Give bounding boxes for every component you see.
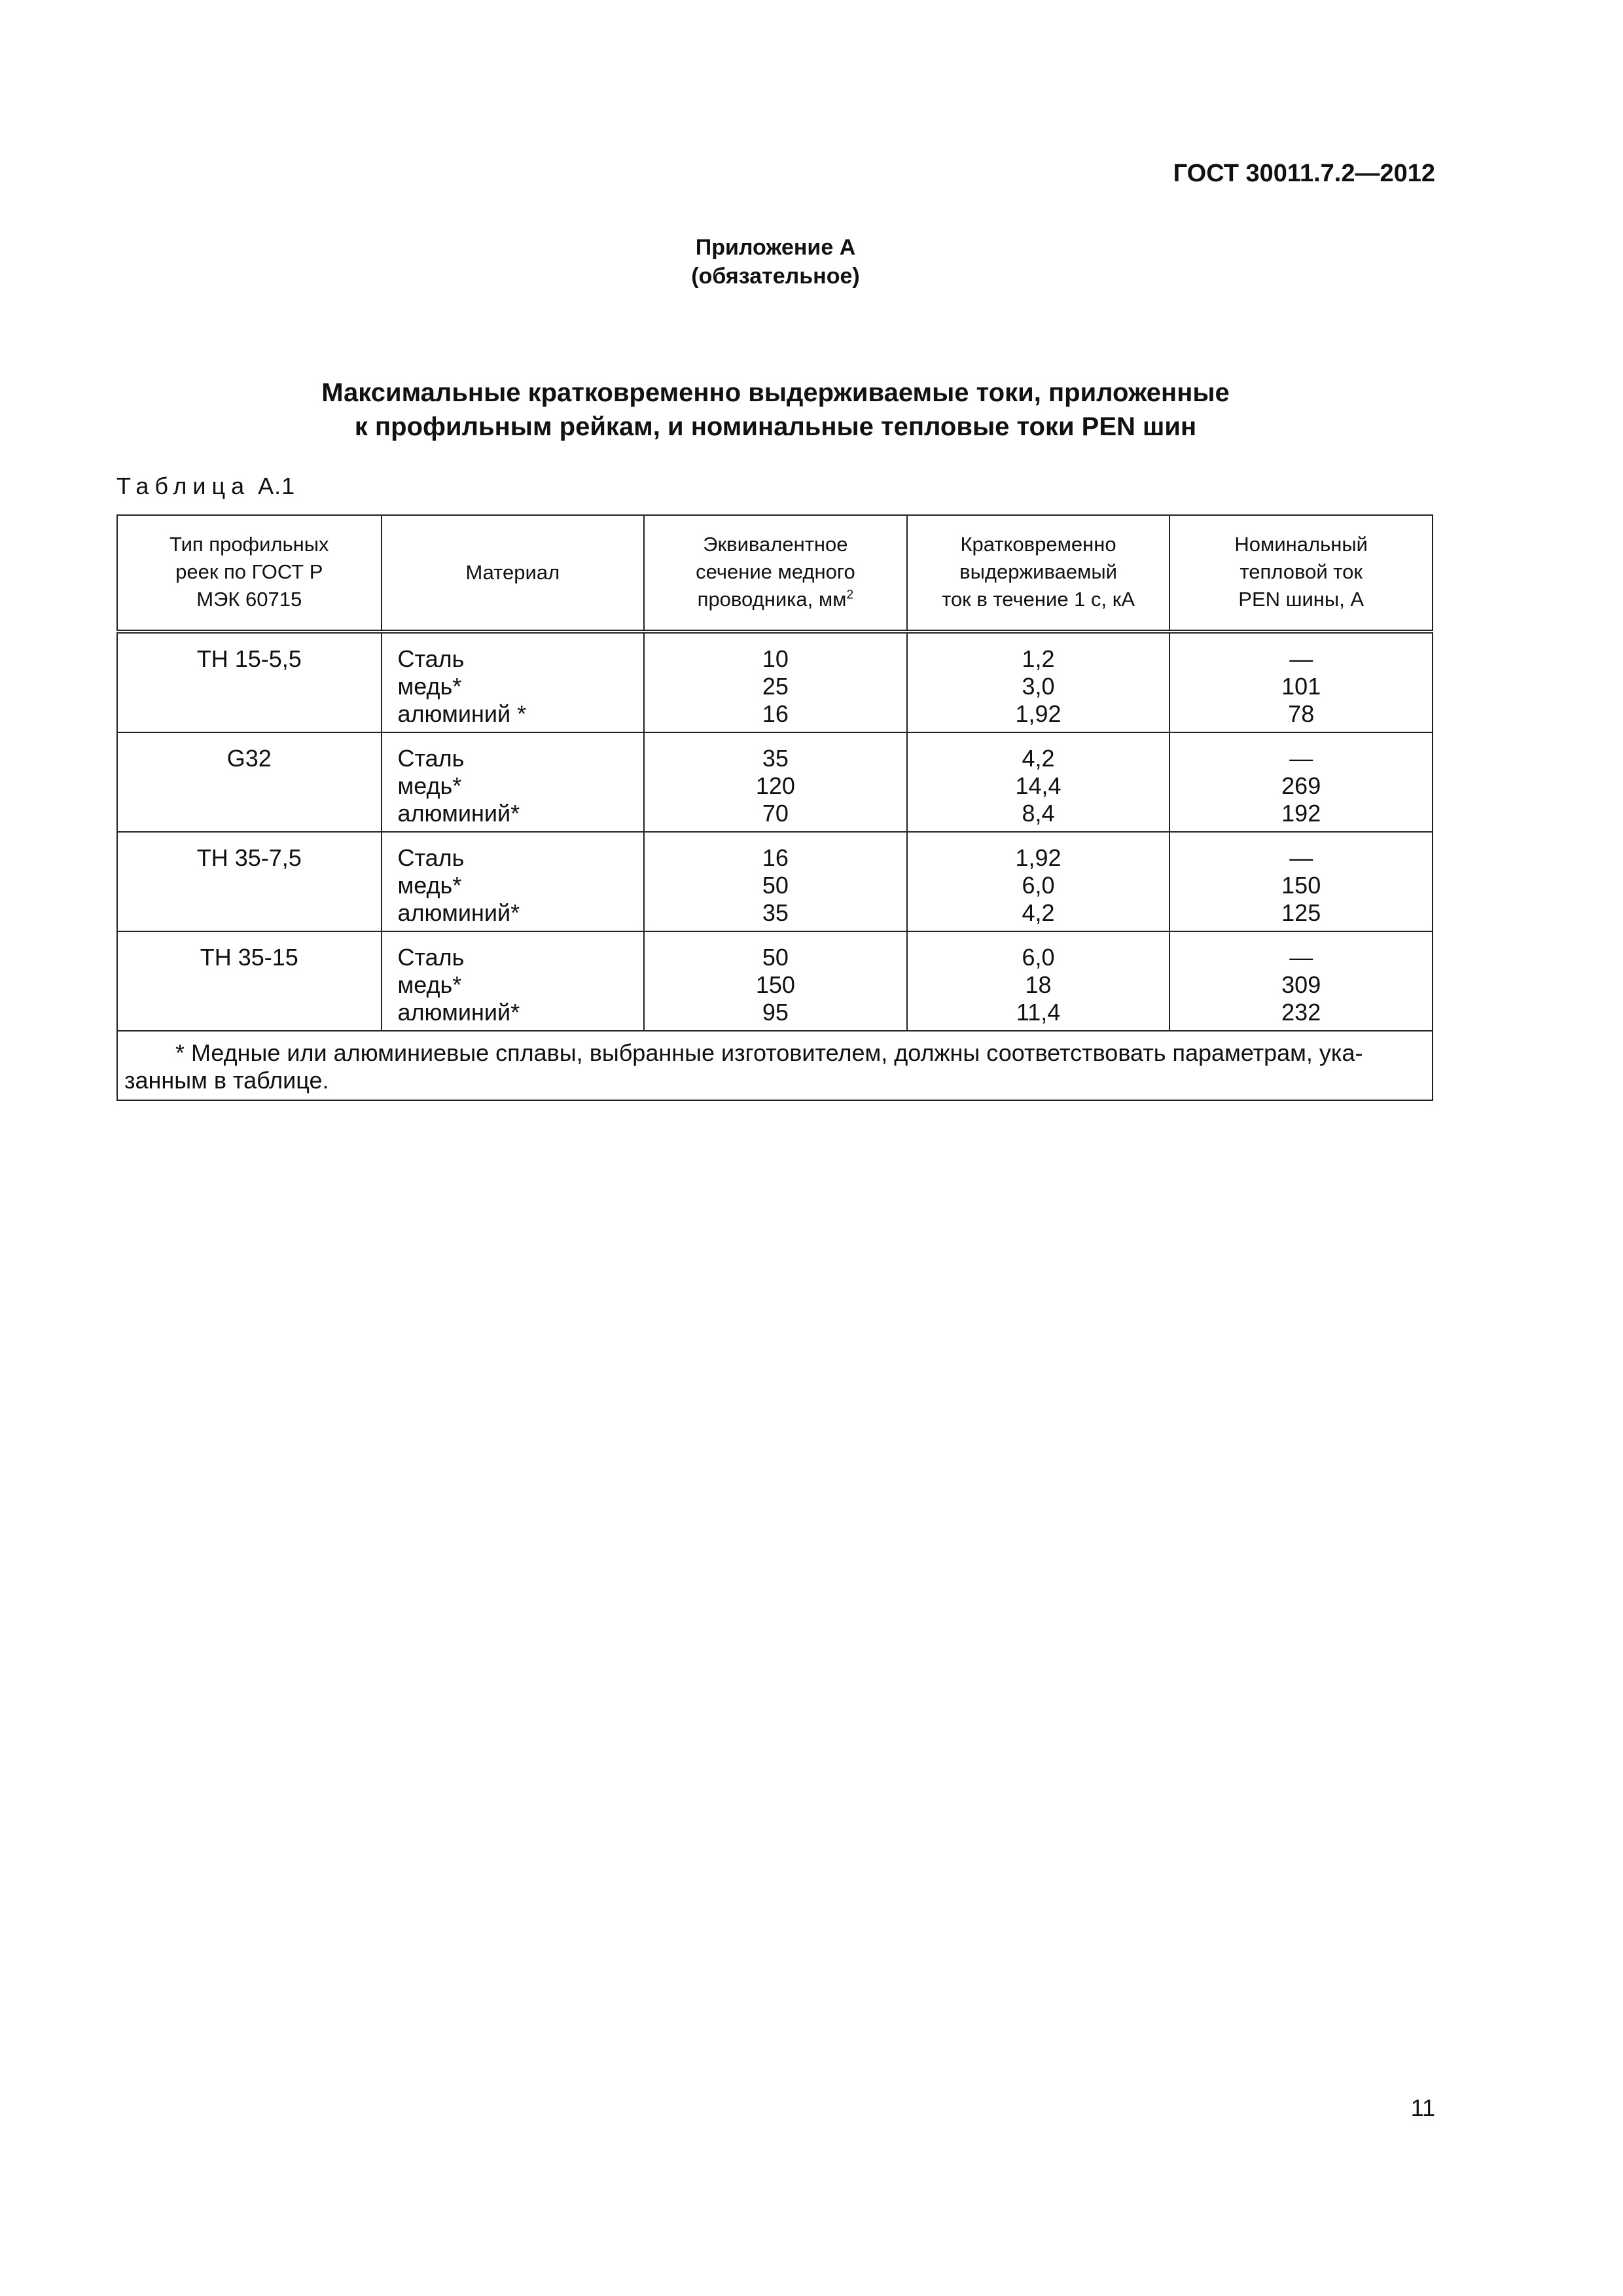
section-cell (644, 931, 907, 1031)
cell-value: алюминий* (397, 899, 520, 926)
cell-value: — (1289, 944, 1313, 971)
table-header-row (117, 515, 1433, 632)
cell-value: 1,92 (1015, 700, 1061, 727)
page-number: 11 (1410, 2094, 1435, 2121)
rail-type-cell (117, 931, 382, 1031)
cell-value: 50 (762, 944, 789, 971)
cell-value: G32 (226, 745, 272, 772)
header-line (651, 586, 900, 614)
cell-value: 25 (762, 673, 789, 700)
cell-value: 50 (762, 872, 789, 899)
cell-value: алюминий* (397, 800, 520, 827)
cell-value: медь* (397, 872, 462, 899)
header-text: проводника, мм (697, 588, 847, 611)
cell-value: Сталь (397, 745, 465, 772)
header-line: Тип профильных (169, 533, 329, 556)
material-cell (382, 632, 645, 732)
header-line: ток в течение 1 с, кА (942, 588, 1135, 611)
cell-value: 70 (762, 800, 789, 827)
cell-value: 120 (755, 772, 795, 799)
footnote-row (117, 1031, 1433, 1100)
cell-value: 8,4 (1022, 800, 1055, 827)
cell-value: Сталь (397, 844, 465, 871)
standard-code: ГОСТ 30011.7.2—2012 (1173, 160, 1435, 187)
rail-type-cell (117, 832, 382, 931)
cell-value: 150 (1281, 872, 1321, 899)
document-title-line-2: к профильным рейкам, и номинальные тепловые токи PEN шин (354, 412, 1197, 441)
footnote-line-1: * Медные или алюминиевые сплавы, выбранные изготовителем, должны соответствовать параметрам, ука- (175, 1039, 1363, 1066)
section-cell (644, 732, 907, 832)
cell-value: 4,2 (1022, 745, 1055, 772)
short-current-cell (907, 931, 1170, 1031)
table-caption-number: А.1 (258, 473, 296, 499)
cell-value: 18 (1025, 971, 1052, 998)
section-cell (644, 832, 907, 931)
header-line: реек по ГОСТ Р (175, 560, 323, 583)
rail-type-cell (117, 632, 382, 732)
cell-value: медь* (397, 772, 462, 799)
header-rail-type (117, 515, 382, 632)
cell-value: 101 (1281, 673, 1321, 700)
cell-value: — (1289, 745, 1313, 772)
header-line: Номинальный (1234, 533, 1368, 556)
short-current-cell (907, 632, 1170, 732)
header-line: выдерживаемый (959, 560, 1117, 583)
document-title (0, 376, 1551, 444)
header-line: Кратковременно (960, 533, 1116, 556)
cell-value: ТН 15-5,5 (196, 645, 302, 672)
cell-value: Сталь (397, 645, 465, 672)
cell-value: 11,4 (1016, 999, 1061, 1026)
table-row (117, 931, 1433, 1031)
cell-value: 1,2 (1022, 645, 1055, 672)
superscript: 2 (846, 588, 854, 602)
footnote-line-2: занным в таблице. (124, 1067, 329, 1094)
annex-heading (0, 233, 1551, 291)
cell-value: 1,92 (1015, 844, 1061, 871)
header-line: тепловой ток (1240, 560, 1363, 583)
cell-value: медь* (397, 673, 462, 700)
cell-value: 232 (1281, 999, 1321, 1026)
cell-value: 78 (1288, 700, 1315, 727)
header-line: PEN шины, А (1238, 588, 1364, 611)
data-table (116, 514, 1433, 1101)
table-caption (116, 473, 295, 500)
table-row (117, 632, 1433, 732)
cell-value: 3,0 (1022, 673, 1055, 700)
cell-value: ТН 35-15 (200, 944, 298, 971)
document-title-line-1: Максимальные кратковременно выдерживаемые токи, приложенные (321, 378, 1230, 407)
table-row (117, 832, 1433, 931)
short-current-cell (907, 732, 1170, 832)
cell-value: 150 (755, 971, 795, 998)
cell-value: — (1289, 844, 1313, 871)
cell-value: алюминий * (397, 700, 527, 727)
cell-value: 16 (762, 844, 789, 871)
header-equivalent-section (644, 515, 907, 632)
cell-value: медь* (397, 971, 462, 998)
section-cell (644, 632, 907, 732)
header-line: Материал (465, 561, 560, 584)
cell-value: ТН 35-7,5 (196, 844, 302, 871)
thermal-current-cell (1169, 931, 1433, 1031)
cell-value: 269 (1281, 772, 1321, 799)
header-line: МЭК 60715 (196, 588, 302, 611)
header-material (382, 515, 645, 632)
cell-value: 4,2 (1022, 899, 1055, 926)
cell-value: 35 (762, 745, 789, 772)
header-short-time-current (907, 515, 1170, 632)
cell-value: алюминий* (397, 999, 520, 1026)
material-cell (382, 931, 645, 1031)
material-cell (382, 732, 645, 832)
table-row (117, 732, 1433, 832)
cell-value: — (1289, 645, 1313, 672)
cell-value: 14,4 (1015, 772, 1061, 799)
cell-value: 192 (1281, 800, 1321, 827)
thermal-current-cell (1169, 632, 1433, 732)
annex-title: Приложение А (695, 235, 856, 260)
cell-value: 35 (762, 899, 789, 926)
thermal-current-cell (1169, 732, 1433, 832)
cell-value: 6,0 (1022, 872, 1055, 899)
cell-value: 95 (762, 999, 789, 1026)
thermal-current-cell (1169, 832, 1433, 931)
cell-value: Сталь (397, 944, 465, 971)
short-current-cell (907, 832, 1170, 931)
cell-value: 10 (762, 645, 789, 672)
cell-value: 125 (1281, 899, 1321, 926)
annex-status: (обязательное) (691, 264, 860, 289)
header-thermal-current (1169, 515, 1433, 632)
rail-type-cell (117, 732, 382, 832)
cell-value: 6,0 (1022, 944, 1055, 971)
cell-value: 309 (1281, 971, 1321, 998)
header-line: Эквивалентное (703, 533, 848, 556)
cell-value: 16 (762, 700, 789, 727)
table-footnote (117, 1031, 1433, 1100)
table-caption-label: Таблица (116, 473, 251, 499)
header-line: сечение медного (696, 560, 855, 583)
material-cell (382, 832, 645, 931)
